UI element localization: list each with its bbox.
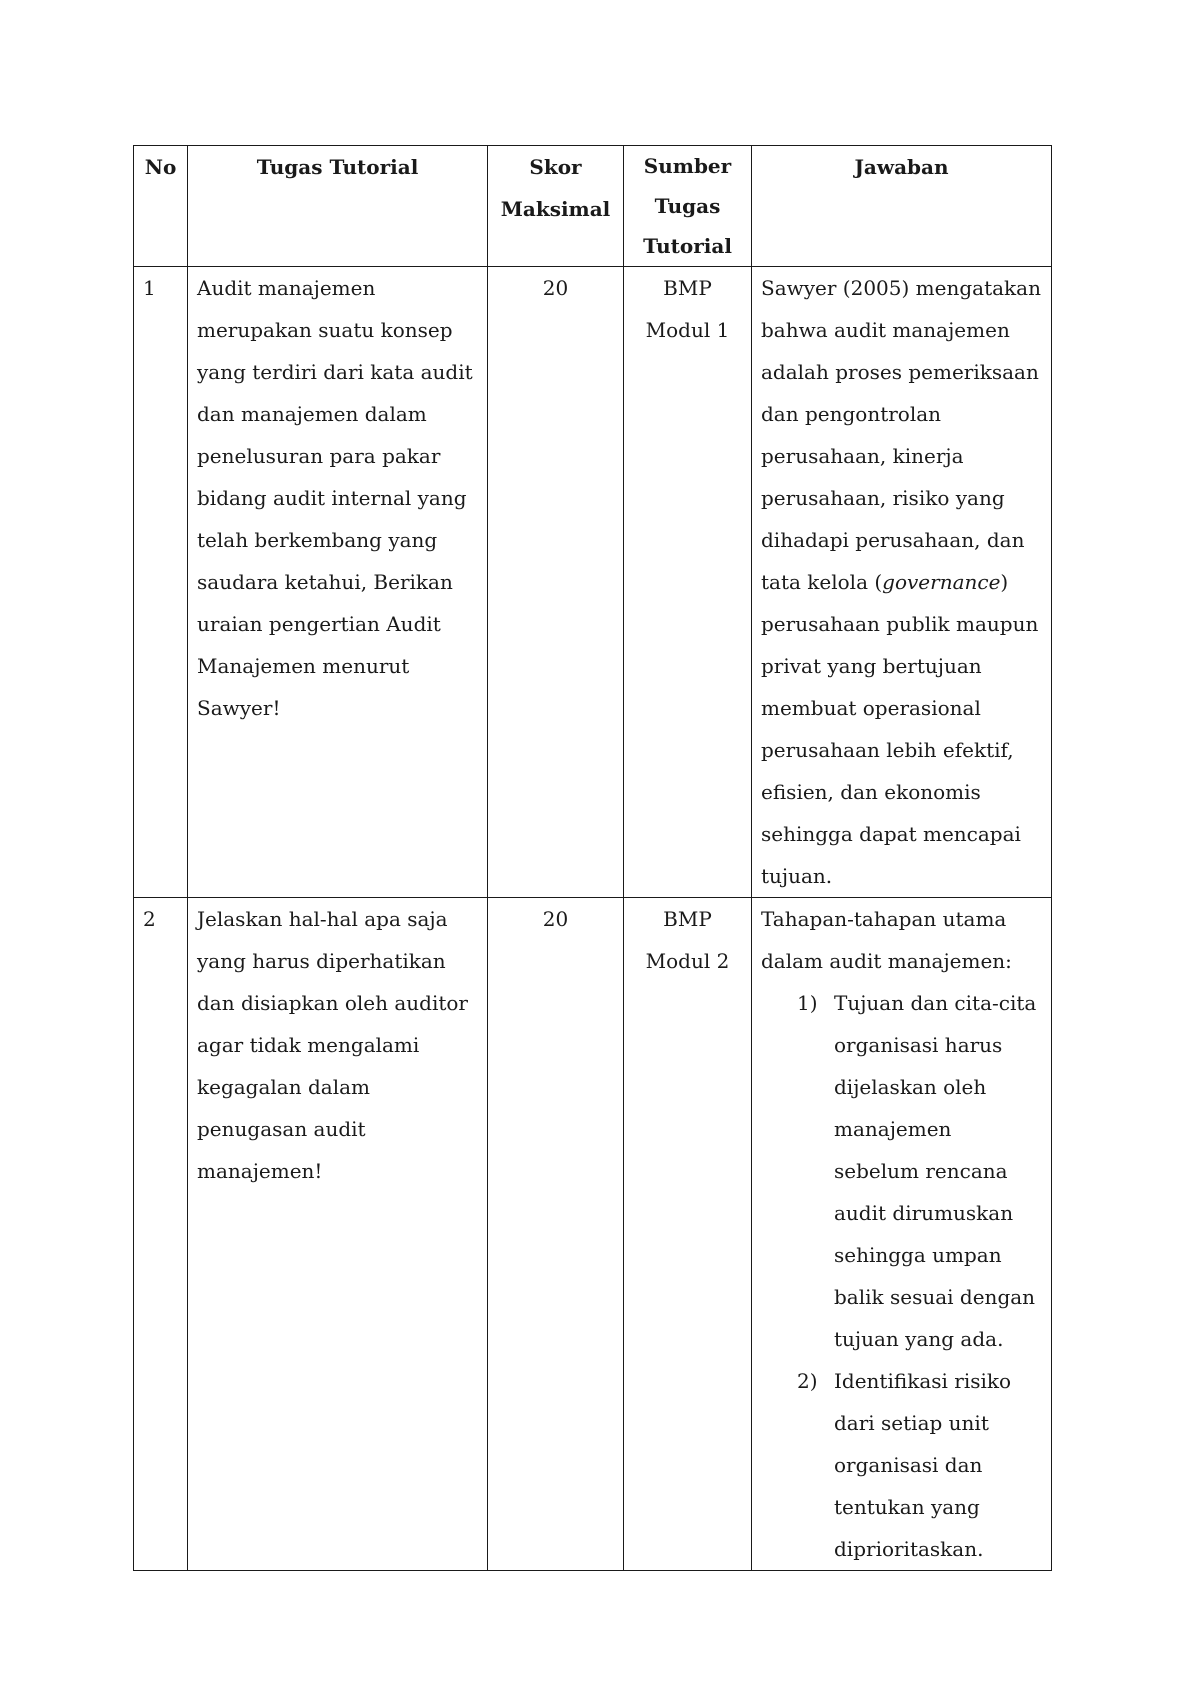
max-score: 20 bbox=[488, 267, 624, 898]
task-source bbox=[624, 898, 752, 1571]
list-item-marker: 1) bbox=[797, 991, 818, 1015]
answer-text bbox=[752, 267, 1052, 898]
answer-text-part: Sawyer (2005) mengatakan bahwa audit manajemen adalah proses pemeriksaan dan pengontrolan perusahaan, kinerja perusahaan, risiko yang dihadapi perusahaan, dan tata kelola ( bbox=[761, 276, 1041, 594]
header-source-line1: Sumber bbox=[643, 154, 732, 178]
row-number: 1 bbox=[134, 267, 188, 898]
tutorial-task-table bbox=[133, 145, 1052, 1571]
table-row bbox=[134, 267, 1052, 898]
source-line1: BMP bbox=[663, 276, 712, 300]
source-line2: Modul 1 bbox=[645, 318, 730, 342]
header-score bbox=[488, 146, 624, 267]
table-row bbox=[134, 898, 1052, 1571]
table-header-row bbox=[134, 146, 1052, 267]
task-text: Audit manajemen merupakan suatu konsep yang terdiri dari kata audit dan manajemen dalam penelusuran para pakar bidang audit internal yang telah berkembang yang saudara ketahui, Berikan uraian pengertian Audit Manajemen menurut Sawyer! bbox=[188, 267, 488, 898]
source-line1: BMP bbox=[663, 907, 712, 931]
task-text: Jelaskan hal-hal apa saja yang harus diperhatikan dan disiapkan oleh auditor agar tidak mengalami kegagalan dalam penugasan audit manajemen! bbox=[188, 898, 488, 1571]
row-number: 2 bbox=[134, 898, 188, 1571]
header-no: No bbox=[134, 146, 188, 267]
list-item-text: Tujuan dan cita-cita organisasi harus dijelaskan oleh manajemen sebelum rencana audit dirumuskan sehingga umpan balik sesuai dengan tujuan yang ada. bbox=[834, 991, 1037, 1351]
list-item bbox=[761, 1360, 1042, 1570]
answer-list bbox=[761, 982, 1042, 1570]
list-item bbox=[761, 982, 1042, 1360]
task-source bbox=[624, 267, 752, 898]
source-line2: Modul 2 bbox=[645, 949, 730, 973]
answer-italic-term: governance bbox=[882, 570, 1001, 594]
max-score: 20 bbox=[488, 898, 624, 1571]
answer-intro: Tahapan-tahapan utama dalam audit manajemen: bbox=[761, 907, 1012, 973]
list-item-text: Identifikasi risiko dari setiap unit organisasi dan tentukan yang diprioritaskan. bbox=[834, 1369, 1012, 1561]
header-score-line1: Skor bbox=[529, 155, 582, 179]
header-answer: Jawaban bbox=[752, 146, 1052, 267]
header-source-line3: Tutorial bbox=[643, 234, 732, 258]
list-item-marker: 2) bbox=[797, 1369, 818, 1393]
header-score-line2: Maksimal bbox=[500, 197, 611, 221]
answer-cell bbox=[752, 898, 1052, 1571]
header-source-line2: Tugas bbox=[654, 194, 721, 218]
header-source bbox=[624, 146, 752, 267]
answer-text-part: ) perusahaan publik maupun privat yang bertujuan membuat operasional perusahaan lebih efektif, efisien, dan ekonomis sehingga dapat mencapai tujuan. bbox=[761, 570, 1039, 888]
header-task: Tugas Tutorial bbox=[188, 146, 488, 267]
